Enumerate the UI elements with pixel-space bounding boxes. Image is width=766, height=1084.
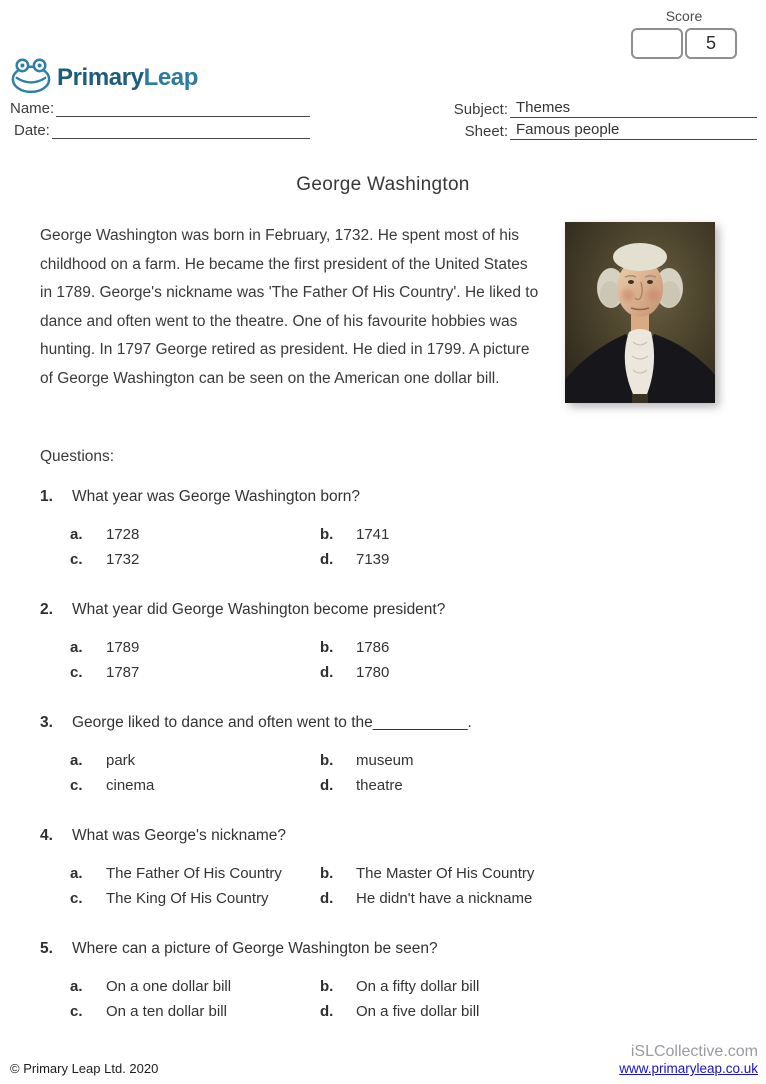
option-letter: a.	[70, 978, 83, 995]
option-text: The Master Of His Country	[356, 865, 535, 882]
option-text: 7139	[356, 551, 390, 568]
option-text: theatre	[356, 777, 403, 794]
option-letter: a.	[70, 865, 83, 882]
option-text: museum	[356, 752, 414, 769]
option-letter: b.	[320, 526, 334, 543]
question-4-options	[70, 865, 752, 907]
question-number: 4.	[40, 827, 53, 844]
name-label: Name:	[10, 100, 55, 117]
option-letter: b.	[320, 752, 334, 769]
footer-links	[619, 1043, 758, 1078]
question-1-text-row	[40, 488, 752, 506]
option-letter: a.	[70, 752, 83, 769]
option-text: 1741	[356, 526, 390, 543]
option-letter: c.	[70, 777, 83, 794]
option-text: On a ten dollar bill	[106, 1003, 227, 1020]
option-text: 1789	[106, 639, 140, 656]
frog-icon	[10, 57, 52, 99]
option-letter: c.	[70, 1003, 83, 1020]
questions-section	[40, 448, 752, 1053]
option-c	[70, 551, 320, 568]
score-section	[631, 8, 737, 59]
primaryleap-logo	[10, 57, 198, 99]
question-2-options	[70, 639, 752, 681]
question-5	[40, 940, 752, 1020]
option-text: The King Of His Country	[106, 890, 269, 907]
option-d	[320, 551, 752, 568]
option-letter: c.	[70, 664, 83, 681]
option-letter: c.	[70, 551, 83, 568]
question-3-text-row	[40, 714, 752, 732]
option-a	[70, 865, 320, 882]
option-text: On a five dollar bill	[356, 1003, 480, 1020]
question-2	[40, 601, 752, 681]
option-b	[320, 639, 752, 656]
option-c	[70, 664, 320, 681]
option-text: park	[106, 752, 136, 769]
option-text: The Father Of His Country	[106, 865, 282, 882]
islcollective-text: iSLCollective.com	[630, 1043, 758, 1060]
date-field-row	[14, 121, 310, 139]
question-2-text-row	[40, 601, 752, 619]
question-text: George liked to dance and often went to the___________.	[72, 714, 472, 731]
option-c	[70, 890, 320, 907]
subject-field-row	[440, 99, 757, 118]
option-d	[320, 890, 752, 907]
question-4	[40, 827, 752, 907]
option-letter: d.	[320, 777, 334, 794]
copyright-text: © Primary Leap Ltd. 2020	[10, 1061, 159, 1076]
questions-heading: Questions:	[40, 448, 115, 465]
question-number: 1.	[40, 488, 53, 505]
score-box-value: 5	[685, 28, 737, 59]
option-text: 1732	[106, 551, 140, 568]
option-letter: d.	[320, 551, 334, 568]
sheet-field-row	[440, 121, 757, 140]
option-d	[320, 664, 752, 681]
question-number: 2.	[40, 601, 53, 618]
option-d	[320, 777, 752, 794]
question-1-options	[70, 526, 752, 568]
question-5-options	[70, 978, 752, 1020]
option-text: cinema	[106, 777, 155, 794]
reading-section	[40, 222, 715, 403]
question-number: 5.	[40, 940, 53, 957]
question-text: Where can a picture of George Washington be seen?	[72, 940, 438, 957]
option-b	[320, 526, 752, 543]
primaryleap-link[interactable]: www.primaryleap.co.uk	[619, 1061, 758, 1076]
option-text: 1786	[356, 639, 390, 656]
question-number: 3.	[40, 714, 53, 731]
date-blank-line	[52, 121, 310, 139]
option-b	[320, 865, 752, 882]
question-text: What was George's nickname?	[72, 827, 287, 844]
option-a	[70, 526, 320, 543]
option-letter: b.	[320, 639, 334, 656]
option-letter: a.	[70, 639, 83, 656]
logo-text-leap: Leap	[143, 64, 199, 91]
question-3	[40, 714, 752, 794]
option-a	[70, 639, 320, 656]
option-c	[70, 1003, 320, 1020]
option-a	[70, 752, 320, 769]
subject-value: Themes	[510, 99, 757, 118]
option-c	[70, 777, 320, 794]
question-3-options	[70, 752, 752, 794]
option-letter: b.	[320, 978, 334, 995]
option-letter: d.	[320, 664, 334, 681]
reading-passage: George Washington was born in February, 1732. He spent most of his childhood on a farm. He became the first president of the United States in 1789. George's nickname was 'The Father Of His Country'. He liked to dance and often went to the theatre. One of his favourite hobbies was hunting. In 1797 George retired as president. He died in 1799. A picture of George Washington can be seen on the American one dollar bill.	[40, 227, 539, 387]
option-text: On a one dollar bill	[106, 978, 232, 995]
score-box-empty	[631, 28, 683, 59]
option-a	[70, 978, 320, 995]
option-letter: c.	[70, 890, 83, 907]
option-b	[320, 978, 752, 995]
option-text: 1787	[106, 664, 140, 681]
question-4-text-row	[40, 827, 752, 845]
score-label: Score	[665, 8, 703, 24]
option-text: 1728	[106, 526, 140, 543]
option-letter: b.	[320, 865, 334, 882]
date-label: Date:	[14, 122, 50, 139]
option-text: He didn't have a nickname	[356, 890, 533, 907]
option-text: 1780	[356, 664, 390, 681]
name-blank-line	[56, 99, 310, 117]
option-letter: a.	[70, 526, 83, 543]
question-1	[40, 488, 752, 568]
sheet-value: Famous people	[510, 121, 757, 140]
option-b	[320, 752, 752, 769]
page-title: George Washington	[296, 174, 470, 195]
sheet-label: Sheet:	[464, 123, 508, 140]
george-washington-portrait	[565, 222, 715, 403]
name-field-row	[10, 99, 310, 117]
option-letter: d.	[320, 1003, 334, 1020]
logo-text-primary: Primary	[57, 64, 144, 91]
question-5-text-row	[40, 940, 752, 958]
question-text: What year did George Washington become president?	[72, 601, 446, 618]
score-boxes	[631, 28, 737, 59]
question-text: What year was George Washington born?	[72, 488, 361, 505]
logo-wordmark	[57, 64, 198, 92]
option-d	[320, 1003, 752, 1020]
option-text: On a fifty dollar bill	[356, 978, 480, 995]
option-letter: d.	[320, 890, 334, 907]
subject-label: Subject:	[453, 101, 508, 118]
